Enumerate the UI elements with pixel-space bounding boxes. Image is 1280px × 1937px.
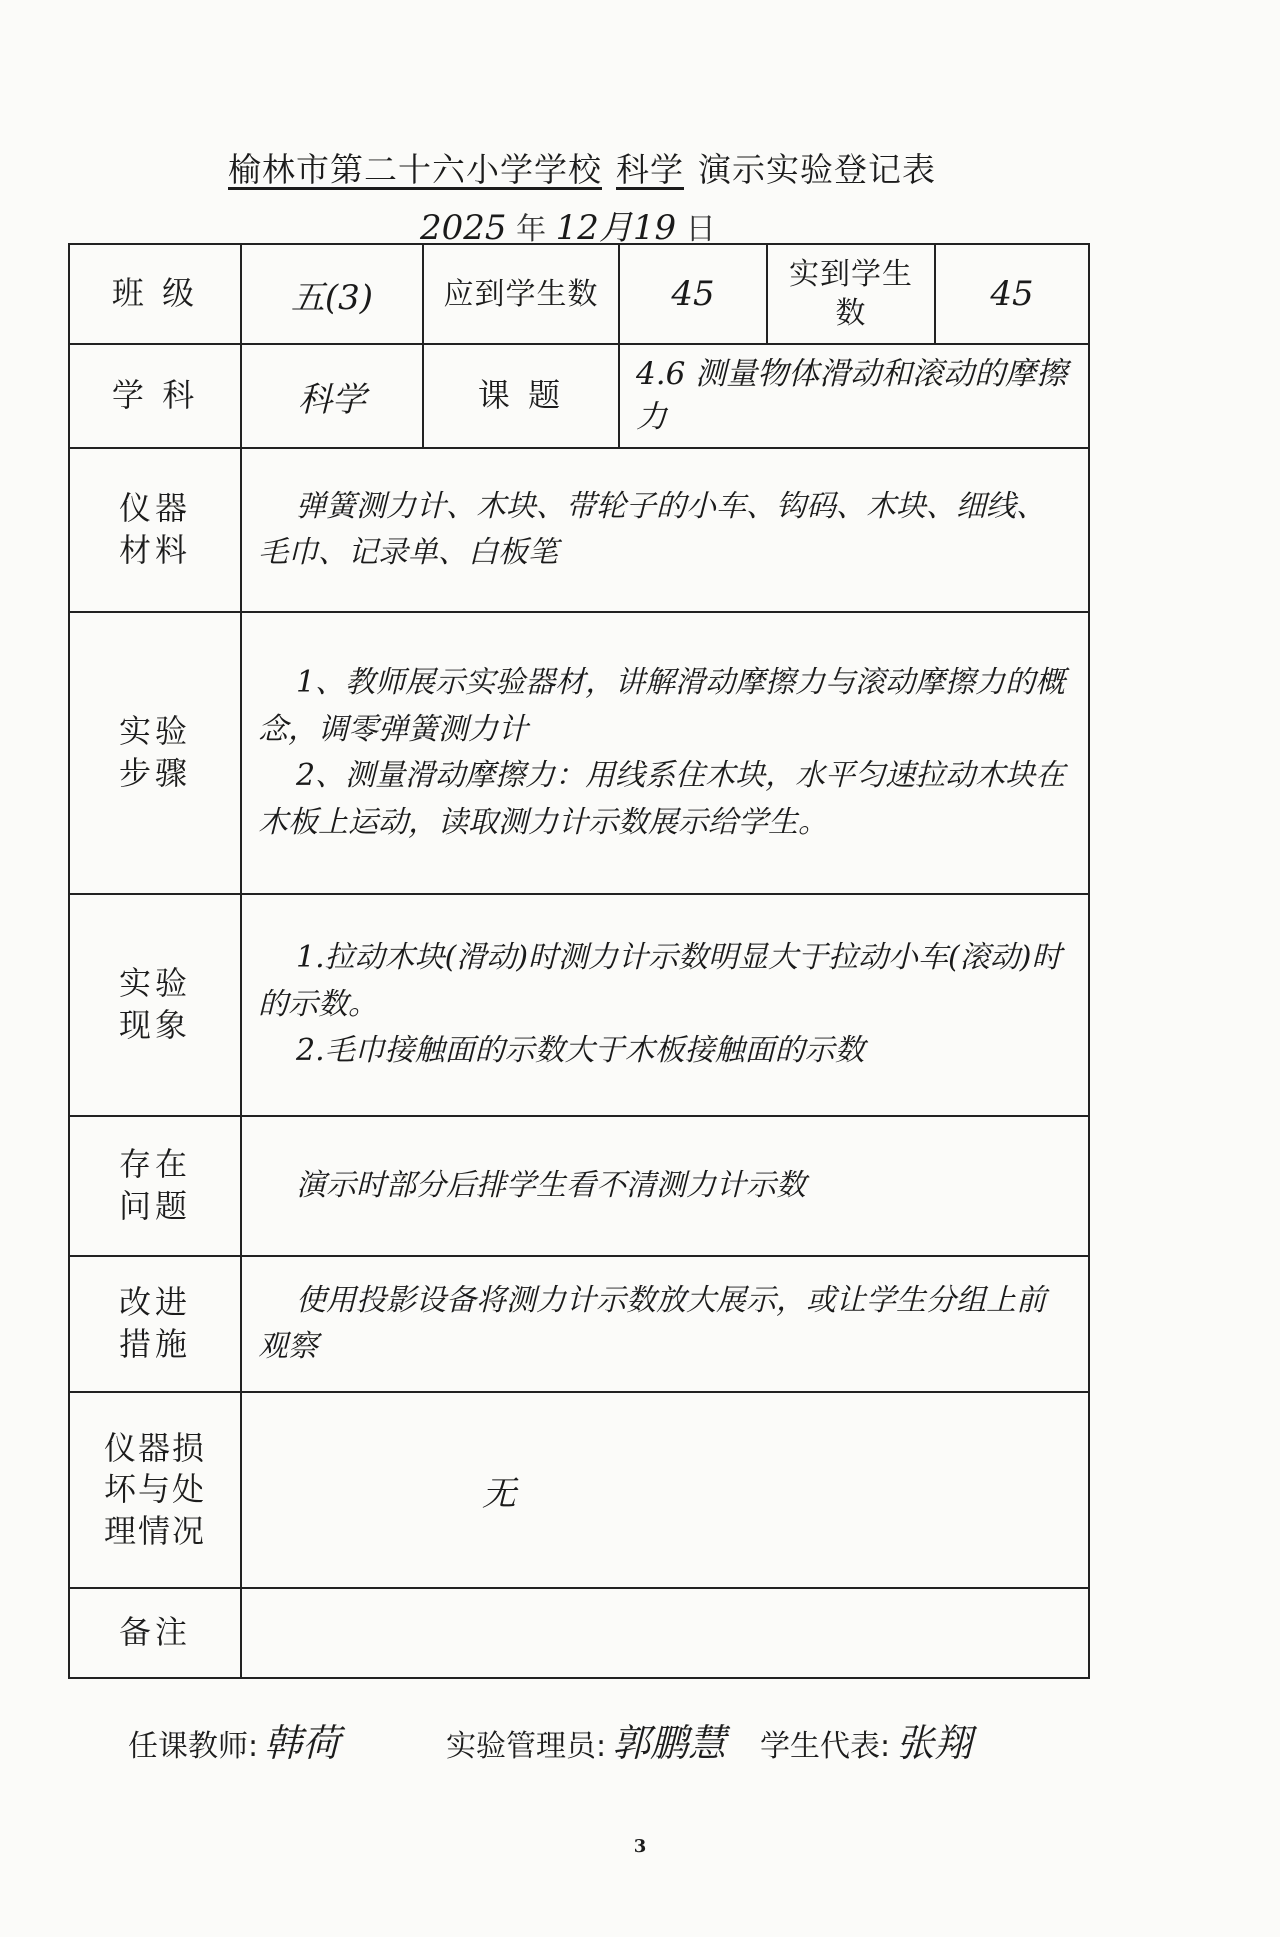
improvements-text-line: 使用投影设备将测力计示数放大展示，或让学生分组上前观察	[258, 1282, 1046, 1364]
row-phenomena	[69, 894, 1089, 1116]
registration-table	[68, 243, 1090, 1679]
damage-label-line1: 仪器损	[103, 1428, 206, 1467]
equipment-label	[69, 448, 241, 612]
student-signature	[760, 1712, 972, 1767]
phenomena-label	[69, 894, 241, 1116]
row-steps	[69, 612, 1089, 894]
equipment-text	[241, 448, 1089, 612]
topic-value: 4.6 测量物体滑动和滚动的摩擦力	[619, 344, 1089, 448]
signature-footer	[128, 1712, 1128, 1772]
student-name: 张翔	[896, 1721, 973, 1765]
phenomena-text	[241, 894, 1089, 1116]
row-subject-topic	[69, 344, 1089, 448]
subject-name: 科学	[616, 150, 684, 189]
page-number: 3	[633, 1836, 647, 1857]
problems-label-line2: 问题	[118, 1187, 191, 1225]
teacher-label: 任课教师:	[128, 1729, 259, 1764]
equipment-text-line: 弹簧测力计、木块、带轮子的小车、钩码、木块、细线、毛巾、记录单、白板笔	[258, 488, 1046, 570]
phenomena-label-line1: 实验	[118, 964, 191, 1003]
improvements-text	[241, 1256, 1089, 1392]
date-day-label: 日	[685, 212, 716, 247]
student-label: 学生代表:	[760, 1729, 891, 1764]
expected-students-label: 应到学生数	[423, 244, 619, 344]
manager-signature	[446, 1712, 726, 1767]
improvements-label	[69, 1256, 241, 1392]
school-name: 榆林市第二十六小学学校	[228, 150, 602, 189]
row-class-info	[69, 244, 1089, 344]
steps-label-line2: 步骤	[118, 754, 191, 792]
form-title-text: 演示实验登记表	[698, 150, 936, 189]
damage-label-line2: 坏与处	[103, 1470, 206, 1509]
row-improvements	[69, 1256, 1089, 1392]
steps-label-line1: 实验	[118, 712, 191, 751]
improvements-label-line2: 措施	[118, 1325, 191, 1363]
row-remarks	[69, 1588, 1089, 1678]
improvements-label-line1: 改进	[118, 1283, 191, 1322]
manager-name: 郭鹏慧	[612, 1721, 727, 1765]
row-damage	[69, 1392, 1089, 1588]
expected-students-value: 45	[619, 244, 767, 344]
manager-label: 实验管理员:	[446, 1729, 607, 1764]
remarks-label: 备注	[69, 1588, 241, 1678]
class-label: 班 级	[69, 244, 241, 344]
damage-text: 无	[241, 1392, 1089, 1588]
actual-students-value: 45	[935, 244, 1089, 344]
problems-text-line: 演示时部分后排学生看不清测力计示数	[296, 1167, 806, 1203]
subject-value: 科学	[241, 344, 423, 448]
remarks-text	[241, 1588, 1089, 1678]
equipment-label-line1: 仪器	[118, 489, 191, 528]
steps-line-2: 2、测量滑动摩擦力：用线系住木块，水平匀速拉动木块在木板上运动，读取测力计示数展示给学生。	[258, 758, 1066, 840]
date-month-day: 12月19	[555, 208, 677, 248]
date-year-label: 年	[516, 212, 547, 247]
teacher-signature	[128, 1712, 340, 1767]
date-year: 2025	[420, 208, 507, 248]
row-equipment	[69, 448, 1089, 612]
problems-text	[241, 1116, 1089, 1256]
actual-students-label: 实到学生数	[767, 244, 935, 344]
phenomena-line-2: 2.毛巾接触面的示数大于木板接触面的示数	[296, 1033, 865, 1069]
damage-label-line3: 理情况	[103, 1511, 206, 1550]
phenomena-line-1: 1.拉动木块(滑动)时测力计示数明显大于拉动小车(滚动)时的示数。	[258, 940, 1062, 1022]
problems-label	[69, 1116, 241, 1256]
class-value: 五(3)	[241, 244, 423, 344]
form-date	[420, 200, 740, 246]
subject-label: 学 科	[69, 344, 241, 448]
problems-label-line1: 存在	[118, 1145, 191, 1184]
damage-label	[69, 1392, 241, 1588]
steps-label	[69, 612, 241, 894]
topic-label: 课 题	[423, 344, 619, 448]
steps-line-1: 1、教师展示实验器材，讲解滑动摩擦力与滚动摩擦力的概念，调零弹簧测力计	[258, 665, 1066, 747]
form-title	[228, 144, 936, 191]
steps-text	[241, 612, 1089, 894]
teacher-name: 韩荷	[264, 1721, 341, 1765]
phenomena-label-line2: 现象	[118, 1006, 191, 1044]
equipment-label-line2: 材料	[118, 531, 191, 569]
row-problems	[69, 1116, 1089, 1256]
